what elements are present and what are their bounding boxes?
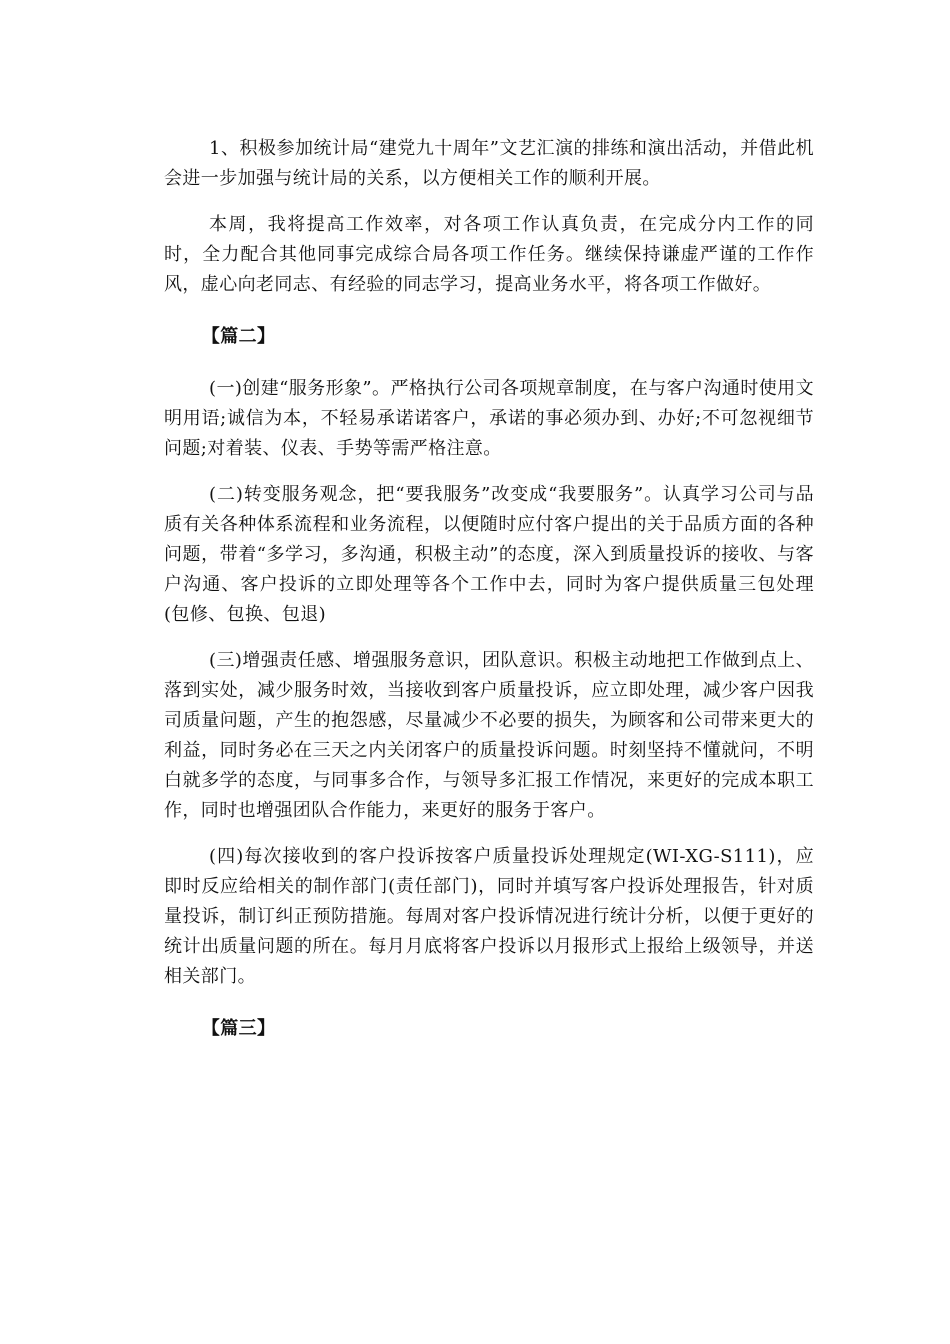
paragraph: (二)转变服务观念，把“要我服务”改变成“我要服务”。认真学习公司与品质有关各种体系流程和业务流程，以便随时应付客户提出的关于品质方面的各种问题，带着“多学习，多沟通，积极主动”的态度，深入到质量投诉的接收、与客户沟通、客户投诉的立即处理等各个工作中去，同时为客户提供质量三包处理(包修、包换、包退): [164, 484, 814, 625]
paragraph: (四)每次接收到的客户投诉按客户质量投诉处理规定(WI-XG-S111)，应即时反应给相关的制作部门(责任部门)，同时并填写客户投诉处理报告，针对质量投诉，制订纠正预防措施。每周对客户投诉情况进行统计分析，以便于更好的统计出质量问题的所在。每月月底将客户投诉以月报形式上报给上级领导，并送相关部门。: [164, 846, 814, 987]
paragraph: 本周，我将提高工作效率，对各项工作认真负责，在完成分内工作的同时，全力配合其他同事完成综合局各项工作任务。继续保持谦虚严谨的工作作风，虚心向老同志、有经验的同志学习，提高业务水平，将各项工作做好。: [164, 214, 814, 295]
paragraph: (三)增强责任感、增强服务意识，团队意识。积极主动地把工作做到点上、落到实处，减少服务时效，当接收到客户质量投诉，应立即处理，减少客户因我司质量问题，产生的抱怨感，尽量减少不必要的损失，为顾客和公司带来更大的利益，同时务必在三天之内关闭客户的质量投诉问题。时刻坚持不懂就问，不明白就多学的态度，与同事多合作，与领导多汇报工作情况，来更好的完成本职工作，同时也增强团队合作能力，来更好的服务于客户。: [164, 650, 814, 821]
section-heading-2: 【篇二】: [201, 326, 276, 347]
section-heading-3: 【篇三】: [201, 1018, 276, 1039]
document-body: [164, 134, 814, 1060]
paragraph: 1、积极参加统计局“建党九十周年”文艺汇演的排练和演出活动，并借此机会进一步加强与统计局的关系，以方便相关工作的顺利开展。: [164, 138, 814, 189]
paragraph: (一)创建“服务形象”。严格执行公司各项规章制度，在与客户沟通时使用文明用语;诚信为本，不轻易承诺诺客户，承诺的事必须办到、办好;不可忽视细节问题;对着装、仪表、手势等需严格注意。: [164, 378, 814, 459]
